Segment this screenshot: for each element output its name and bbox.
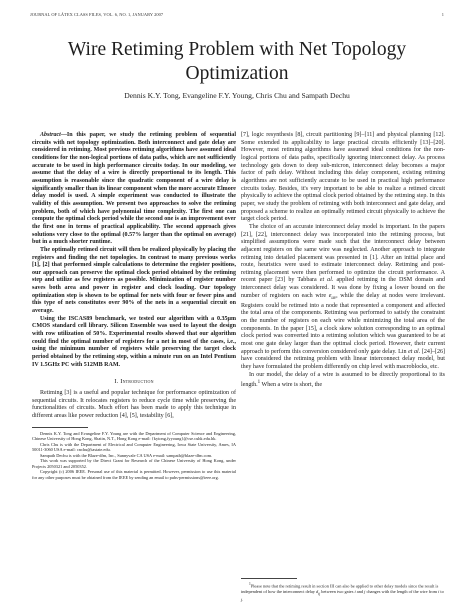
title-line-1: Wire Retiming Problem with Net Topology	[67, 39, 407, 60]
right-column	[241, 132, 445, 390]
funding-note: This work was supported by the Direct Grant for Research of the Chinese University of Hong Kong, under Projects 2050321 and 2050352.	[32, 458, 236, 469]
footnote	[241, 582, 445, 603]
footnote-text-f: .	[242, 597, 244, 603]
footnote-var-i-2: i	[438, 588, 440, 594]
p2-text-c: , while the delay at nodes were irrelevant. Registers could be retimed into a node that represented a component and affected the total area of the components. Retiming was performed to satisfy the constraint on the number of registers on each wire while minimizing the total area of the components. In the paper [15], a clock skew solution corresponding to an optimal clock period was converted into a retiming solution which was guaranteed to be at most one gate delay larger than the optimal clock period. However, their current approach to perform this conversion considered only gate delay. Lin	[241, 292, 445, 355]
footnote-marker: 1	[257, 380, 261, 386]
p3-text-b: When a wire is short, the	[260, 382, 323, 389]
footnote-var-j-2: j	[241, 597, 243, 603]
journal-header: JOURNAL OF LÁTEX CLASS FILES, VOL. 6, NO. 1, JANUARY 2007	[30, 12, 164, 17]
abstract-paragraph-2: The optimally retimed circuit will then be realized physically by placing the registers and finding the net topologies. In contrast to many previous works [1], [2] that performed simple calculations to determine the register positions, our approach can preserve the optimal clock period obtained by the retiming step and utilize as few registers as possible. Minimization of register number saves both area and power in register and clock loading. Our topology optimization step is shown to be optimal for nets with four or fewer pins and this type of nets constitutes over 90% of the nets in a sequential circuit on average.	[32, 246, 236, 315]
footnote-var-d-sub: ij	[318, 591, 321, 596]
author-note-2: Chris Chu is with the Department of Electrical and Computer Engineering, Iowa State University, Ames, IA 50011-3060 USA e-mail: cnchu@iastate.edu.	[32, 441, 236, 453]
p2-et-al-2: et al.	[408, 348, 421, 355]
author-notes	[32, 431, 236, 481]
copyright-note: Copyright (c) 2006 IEEE. Personal use of this material is permitted. However, permission to use this material for any other purposes must be obtained from the IEEE by sending an email to pubs-permissions@ieee.org.	[32, 469, 236, 480]
title-line-2: Optimization	[185, 63, 289, 84]
footnote-text-b: between two gates	[320, 588, 355, 594]
body-paragraph-1: [7], logic resynthesis [8], circuit partitioning [9]–[11] and physical planning [12]. Some extended its applicability to large practical circuits efficiently [13]–[20]. However, most retiming algorithms have assumed ideal conditions for the non-logical portions of data paths, specifically ignoring interconnect delay. As process technology gets down to deep sub-micron, interconnect delay becomes a major factor of path delay. Without including this delay component, existing retiming algorithms are not sufficiently accurate to be used in practical high performance circuits today. Besides, it's very important to be able to realize a retimed circuit physically to achieve the optimal clock period obtained by the retiming step. In this paper, we study the problem of retiming with both interconnect and gate delay, and proposed a scheme to realize an optimally retimed circuit physically to achieve the target clock period.	[241, 132, 445, 223]
author-note-1: Dennis K.Y. Tong and Evangeline F.Y. Young are with the Department of Computer Science and Engineering, Chinese University of Hong Kong, Shatin, N.T., Hong Kong e-mail: {kytong,fyyoung}@cse.cuhk.edu.hk.	[32, 430, 236, 442]
footnote-1	[241, 582, 445, 603]
abstract-lead: Abstract	[40, 132, 61, 138]
right-footnote-block	[241, 578, 445, 603]
footnote-rule	[32, 427, 88, 428]
footnote-var-j: j	[364, 588, 366, 594]
abstract-paragraph	[32, 132, 236, 247]
running-head	[30, 12, 444, 17]
author-list: Dennis K.Y. Tong, Evangeline F.Y. Young, Chris Chu and Sampath Dechu	[124, 91, 350, 100]
footnote-text-d: changes with the length of the wire from	[365, 588, 439, 594]
footnote-text-a: Please note that the retiming result in section III can also be applied to other delay models since the result is independent of how the interconnect delay	[241, 583, 439, 594]
author-note-3: Sampath Dechu is with the Blaze-dfm, Inc., Sunnyvale CA USA e-mail: sampath@blaze-dfm.com.	[40, 452, 213, 458]
footnote-var-i: i	[354, 588, 356, 594]
paper-title	[20, 38, 454, 86]
body-paragraph-3	[241, 372, 445, 390]
body-paragraph-2	[241, 224, 445, 372]
p2-text-d: [24]–[26] have considered the retiming problem with linear interconnect delay model, but they have formulated the problem differently on chip level with macroblocks, etc.	[241, 348, 446, 370]
footnote-var-d: d	[316, 588, 319, 594]
abstract-paragraph-3: Using the ISCAS89 benchmark, we tested our algorithm with a 0.35μm CMOS standard cell library. Silicon Ensemble was used to layout the design with row utilization of 50%. Experimental results showed that our algorithm could find the optimal number of registers for a net in most of the cases, i.e., using the minimum number of registers while preserving the target clock period obtained by the retiming step, within a minute run on an Intel Pentium IV 1.5GHz PC with 512MB RAM.	[32, 315, 236, 368]
abstract-text: —In this paper, we study the retiming problem of sequential circuits with net topology optimization. Both interconnect and gate delay are considered in retiming. Most previous retiming algorithms have assumed ideal conditions for the non-logical portions of data paths, which are not sufficiently accurate to be used in high performance circuits today. In our modeling, we assume that the delay of a wire is directly proportional to its length. This assumption is reasonable since the quadratic component of a wire delay is significantly smaller than its linear component when the more accurate Elmore delay model is used. A simple experiment was conducted to illustrate the validity of this assumption. We present two approaches to solve the retiming problem, both of which have polynomial time complexity. The first one can compute the optimal clock period while the second one is an improvement over the first one in terms of practical applicability. The second approach gives solutions very close to the optimal (0.57% larger than the optimal on average) but in a much shorter runtime.	[32, 132, 236, 246]
page-number: 1	[441, 12, 444, 17]
footnote-text-c: and	[355, 588, 365, 594]
intro-paragraph: Retiming [3] is a useful and popular technique for performance optimization of sequential circuits. It relocates registers to reduce cycle time while preserving the functionalities of circuits. Much effort has been made to apply this technique in different areas like power reduction [4], [5], testability [6],	[32, 390, 236, 419]
p2-text-b: applied retiming in the DSM domain and interconnect delay was considered. It was done by fixing a lower bound on the number of registers on each wire	[241, 277, 446, 299]
footnote-number: 1	[249, 582, 251, 586]
left-column	[32, 132, 236, 480]
right-footnote-rule	[241, 578, 297, 579]
p2-var-e: e	[328, 292, 332, 299]
p2-et-al-1: et al.	[319, 277, 334, 284]
p3-text-a: In our model, the delay of a wire is assumed to be directly proportional to its length.	[241, 371, 445, 389]
p2-text-a: The choice of an accurate interconnect delay model is important. In the papers [21], [22], interconnect delay was incorporated into the retiming process, but simplified assumptions were made such that the interconnect delay between adjacent registers on the same wire was neglected. Another approach to integrate retiming into detailed placement was presented in [1]. After an initial place and route, heuristics were used to estimate interconnect delay. Retiming and post-retiming placement were then performed to optimize the circuit performance. A recent paper [23] by Tabbara	[241, 223, 445, 284]
section-heading-introduction: I. Introduction	[114, 378, 154, 386]
footnote-text-e: to	[439, 588, 444, 594]
p2-var-e-sub: uv	[331, 295, 337, 301]
